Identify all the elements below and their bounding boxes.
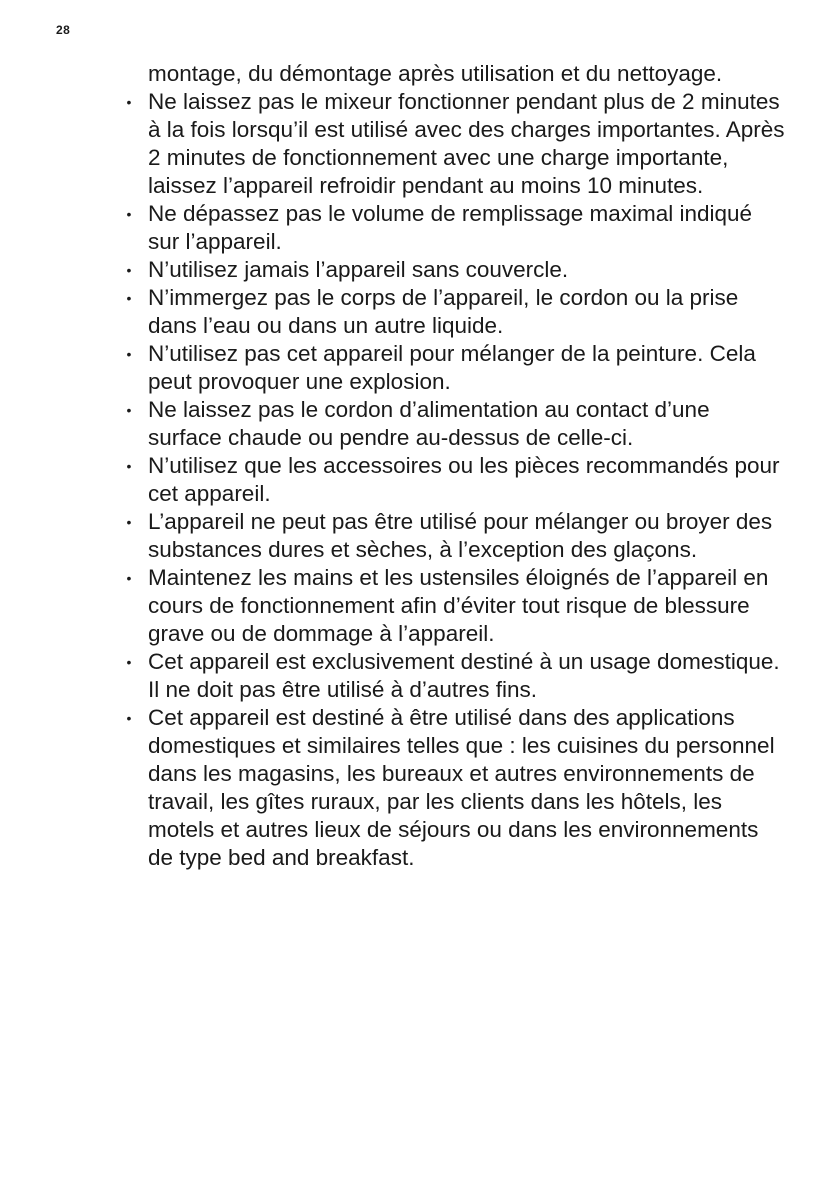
bullet-icon: • bbox=[126, 458, 132, 474]
page-number: 28 bbox=[56, 23, 71, 37]
list-item-text: N’utilisez pas cet appareil pour mélanger de la peinture. Cela peut provoquer une explosion. bbox=[148, 341, 756, 394]
safety-instructions bbox=[126, 60, 788, 872]
list-item bbox=[126, 284, 788, 340]
bullet-icon: • bbox=[126, 262, 132, 278]
bullet-icon: • bbox=[126, 710, 132, 726]
list-item-text: Cet appareil est exclusivement destiné à un usage domestique. Il ne doit pas être utilisé à d’autres fins. bbox=[148, 649, 780, 702]
list-item-text: Ne laissez pas le mixeur fonctionner pendant plus de 2 minutes à la fois lorsqu’il est utilisé avec des charges importantes. Après 2 minutes de fonctionnement avec une charge importante, laissez l’appareil refroidir pendant au moins 10 minutes. bbox=[148, 89, 785, 198]
list-item bbox=[126, 452, 788, 508]
list-item-text: L’appareil ne peut pas être utilisé pour mélanger ou broyer des substances dures et sèches, à l’exception des glaçons. bbox=[148, 509, 773, 562]
bullet-icon: • bbox=[126, 570, 132, 586]
continuation-paragraph: montage, du démontage après utilisation et du nettoyage. bbox=[148, 61, 723, 86]
list-item-text: N’immergez pas le corps de l’appareil, le cordon ou la prise dans l’eau ou dans un autre liquide. bbox=[148, 285, 739, 338]
list-item bbox=[126, 200, 788, 256]
list-item-text: N’utilisez jamais l’appareil sans couvercle. bbox=[148, 257, 569, 282]
list-item-text: Maintenez les mains et les ustensiles éloignés de l’appareil en cours de fonctionnement afin d’éviter tout risque de blessure grave ou de dommage à l’appareil. bbox=[148, 565, 769, 646]
bullet-icon: • bbox=[126, 346, 132, 362]
list-item bbox=[126, 340, 788, 396]
bullet-icon: • bbox=[126, 654, 132, 670]
list-item bbox=[126, 508, 788, 564]
list-item-text: Cet appareil est destiné à être utilisé dans des applications domestiques et similaires telles que : les cuisines du personnel dans les magasins, les bureaux et autres environnements de travail, les gîtes ruraux, par les clients dans les hôtels, les motels et autres lieux de séjours ou dans les environnements de type bed and breakfast. bbox=[148, 705, 775, 870]
list-item bbox=[126, 396, 788, 452]
bullet-icon: • bbox=[126, 514, 132, 530]
list-item-text: Ne dépassez pas le volume de remplissage maximal indiqué sur l’appareil. bbox=[148, 201, 753, 254]
list-item-text: N’utilisez que les accessoires ou les pièces recommandés pour cet appareil. bbox=[148, 453, 780, 506]
list-item bbox=[126, 564, 788, 648]
list-item bbox=[126, 88, 788, 200]
list-item-text: Ne laissez pas le cordon d’alimentation au contact d’une surface chaude ou pendre au-dessus de celle-ci. bbox=[148, 397, 710, 450]
list-item bbox=[126, 704, 788, 872]
bullet-icon: • bbox=[126, 206, 132, 222]
bullet-icon: • bbox=[126, 290, 132, 306]
bullet-icon: • bbox=[126, 402, 132, 418]
bullet-list bbox=[126, 88, 788, 872]
list-item bbox=[126, 648, 788, 704]
list-item bbox=[126, 256, 788, 284]
bullet-icon: • bbox=[126, 94, 132, 110]
